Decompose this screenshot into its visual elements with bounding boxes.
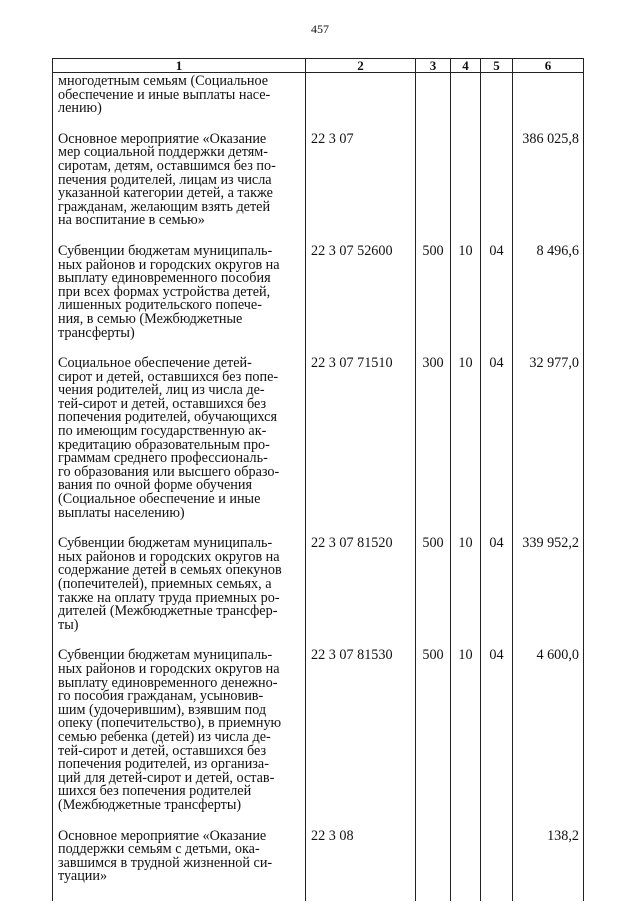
row-name (53, 357, 306, 537)
row-name-line: выплату единовременного денежно- (58, 674, 278, 691)
row-code (306, 73, 416, 133)
row-name-line: (попечителей), приемных семьях, а (58, 576, 272, 592)
row-name-line: (Межбюджетные трансферты) (58, 796, 242, 813)
row-name (53, 130, 306, 245)
row-section: 10 (451, 245, 481, 357)
column-header-3: 3 (416, 59, 451, 73)
row-name-line: Субвенции бюджетам муниципаль- (58, 647, 273, 664)
row-name-line: ций для детей-сирот и детей, остав- (58, 769, 275, 786)
table-row (53, 245, 584, 357)
row-amount: 4 600,0 (513, 649, 584, 829)
column-header-1: 1 (53, 59, 306, 73)
table-row (53, 357, 584, 537)
table-row (53, 73, 584, 133)
row-name-line: чения родителей, лиц из числа де- (58, 382, 265, 399)
row-name-line: при всех формах устройства детей, (58, 283, 271, 300)
table-header-row (53, 59, 584, 73)
row-code: 22 3 07 71510 (306, 357, 416, 537)
row-name-line: мер социальной поддержки детям- (58, 144, 268, 161)
row-name (53, 537, 306, 649)
row-expense-type: 500 (416, 537, 451, 649)
row-name-line: Основное мероприятие «Оказание (58, 827, 267, 844)
row-name-line: содержание детей в семьях опекунов (58, 562, 282, 579)
row-name-line: шихся без попечения родителей (58, 783, 252, 800)
row-name (53, 242, 306, 357)
row-expense-type (416, 73, 451, 133)
row-code: 22 3 07 81520 (306, 537, 416, 649)
row-code: 22 3 07 52600 (306, 245, 416, 357)
row-name-line: попечения родителей, из организа- (58, 756, 269, 773)
row-name-line: семью ребенка (детей) из числа де- (58, 728, 271, 745)
column-header-5: 5 (481, 59, 513, 73)
row-name-line: сирот и детей, оставшихся без попе- (58, 368, 279, 385)
row-name-line: лишенных родительского попече- (58, 297, 262, 314)
row-name-line: опеку (попечительство), в приемную (58, 715, 282, 732)
row-name (53, 649, 306, 829)
row-name-line: сиротам, детям, оставшимся без по- (58, 157, 276, 174)
row-name-line: ных районов и городских округов на (58, 548, 280, 565)
row-name-line: Основное мероприятие «Оказание (58, 130, 267, 147)
row-name-line: Субвенции бюджетам муниципаль- (58, 535, 273, 552)
row-expense-type: 500 (416, 245, 451, 357)
row-name-line: обеспечение и иные выплаты насе- (58, 86, 271, 103)
row-amount: 32 977,0 (513, 357, 584, 537)
row-expense-type (416, 830, 451, 901)
table-row (53, 830, 584, 901)
budget-table (52, 58, 584, 901)
row-subsection (481, 73, 513, 133)
row-code: 22 3 07 (306, 133, 416, 245)
row-name-line: многодетным семьям (Социальное (58, 73, 269, 89)
row-amount: 339 952,2 (513, 537, 584, 649)
row-amount: 138,2 (513, 830, 584, 901)
row-subsection: 04 (481, 649, 513, 829)
row-amount (513, 73, 584, 133)
row-name-line: по имеющим государственную ак- (58, 423, 267, 440)
table-row (53, 649, 584, 829)
row-code: 22 3 08 (306, 830, 416, 901)
row-name-line: лению) (58, 100, 102, 117)
row-name-line: гражданам, желающим взять детей (58, 198, 271, 215)
row-amount: 386 025,8 (513, 133, 584, 245)
row-name-line: указанной категории детей, а также (58, 185, 273, 202)
row-subsection: 04 (481, 245, 513, 357)
row-expense-type: 500 (416, 649, 451, 829)
row-subsection: 04 (481, 357, 513, 537)
column-header-6: 6 (513, 59, 584, 73)
row-name-line: граммам среднего профессиональ- (58, 450, 268, 467)
row-section: 10 (451, 537, 481, 649)
row-name-line: также на оплату труда приемных ро- (58, 589, 280, 606)
row-name-line: выплату единовременного пособия (58, 270, 271, 287)
row-section (451, 830, 481, 901)
row-name-line: завшимся в трудной жизненной си- (58, 854, 273, 871)
row-section: 10 (451, 357, 481, 537)
table-body (53, 73, 584, 901)
page-number: 457 (311, 22, 329, 36)
row-name (53, 73, 306, 133)
row-name-line: попечения родителей, обучающихся (58, 409, 277, 426)
row-name-line: кредитацию образовательным про- (58, 436, 270, 453)
row-name-line: дителей (Межбюджетные трансфер- (58, 603, 278, 620)
row-name-line: вания по очной форме обучения (58, 477, 252, 494)
row-name (53, 827, 306, 901)
row-name-line: печения родителей, лицам из числа (58, 171, 272, 188)
row-subsection (481, 133, 513, 245)
column-header-4: 4 (451, 59, 481, 73)
row-section (451, 73, 481, 133)
row-subsection: 04 (481, 537, 513, 649)
row-code: 22 3 07 81530 (306, 649, 416, 829)
row-expense-type: 300 (416, 357, 451, 537)
row-name-line: поддержки семьям с детьми, ока- (58, 841, 260, 858)
row-name-line: выплаты населению) (58, 504, 185, 521)
row-name-line: го пособия гражданам, усыновив- (58, 688, 264, 705)
row-name-line: ты) (58, 616, 79, 633)
row-subsection (481, 830, 513, 901)
row-name-line: тей-сирот и детей, оставшихся без (58, 395, 267, 412)
column-header-2: 2 (306, 59, 416, 73)
row-name-line: тей-сирот и детей, оставшихся без (58, 742, 267, 759)
row-name-line: шим (удочерившим), взявшим под (58, 701, 267, 718)
row-name-line: ния, в семью (Межбюджетные (58, 310, 243, 327)
table-row (53, 537, 584, 649)
row-amount: 8 496,6 (513, 245, 584, 357)
row-name-line: Социальное обеспечение детей- (58, 355, 252, 372)
row-name-line: го образования или высшего образо- (58, 463, 280, 480)
row-name-line: ных районов и городских округов на (58, 660, 280, 677)
row-name-line: трансферты) (58, 324, 135, 341)
row-name-line: Субвенции бюджетам муниципаль- (58, 242, 273, 259)
row-name-line: (Социальное обеспечение и иные (58, 491, 261, 508)
table-row (53, 133, 584, 245)
row-name-line: на воспитание в семью» (58, 212, 205, 229)
row-name-line: ных районов и городских округов на (58, 256, 280, 273)
row-section: 10 (451, 649, 481, 829)
row-expense-type (416, 133, 451, 245)
row-section (451, 133, 481, 245)
row-name-line: туации» (58, 868, 108, 885)
